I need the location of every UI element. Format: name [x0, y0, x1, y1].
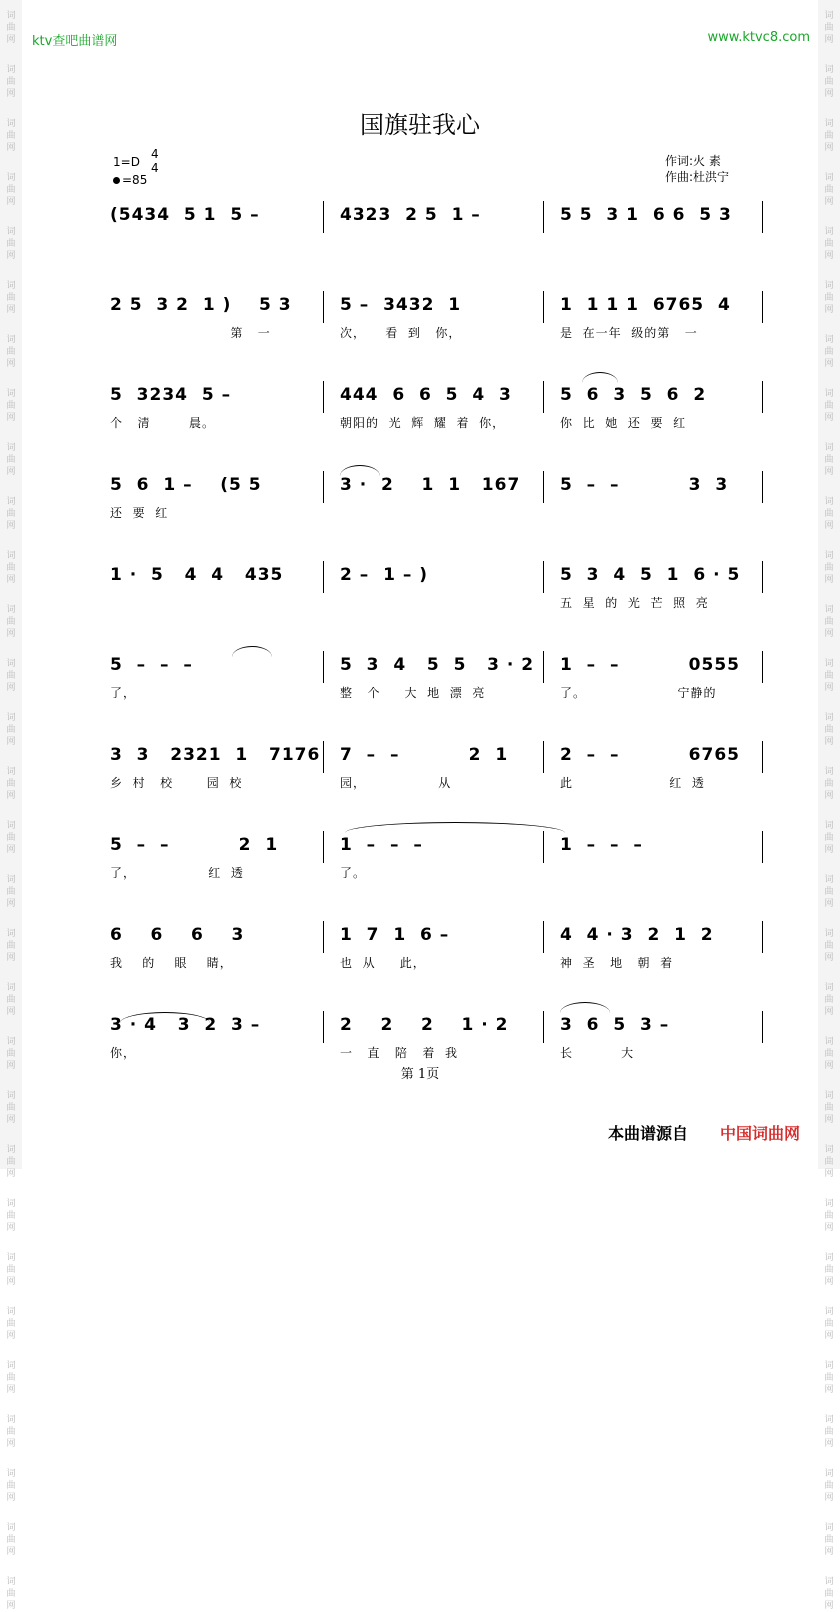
measure-notes: 5 6 3 5 6 2 — [560, 385, 707, 405]
measure-notes: 5 – – 3 3 — [560, 475, 729, 495]
measure-notes: 1 7 1 6 – — [340, 925, 450, 945]
watermark-text: 词 曲 网 — [6, 119, 16, 153]
barline — [762, 651, 763, 683]
measure-lyrics: 长 大 — [560, 1046, 635, 1060]
watermark-text: 词 曲 网 — [6, 1415, 16, 1449]
measure-lyrics: 神 圣 地 朝 着 — [560, 956, 674, 970]
right-watermark-strip — [818, 0, 840, 1611]
measure-notes: 2 – – 6765 — [560, 745, 741, 765]
credits — [665, 153, 729, 185]
footer-source-label: 本曲谱源自 — [608, 1124, 689, 1143]
watermark-text: 词 曲 网 — [824, 389, 834, 423]
watermark-text: 词 曲 网 — [824, 1253, 834, 1287]
measure-lyrics: 整 个 大 地 漂 亮 — [340, 686, 486, 700]
measure-notes: 5 – – – — [110, 655, 193, 675]
barline — [543, 741, 544, 773]
measure-notes: 1 – – 0555 — [560, 655, 741, 675]
measure-notes: 4323 2 5 1 – — [340, 205, 481, 225]
measure-notes: 5 – – 2 1 — [110, 835, 279, 855]
watermark-text: 词 曲 网 — [6, 281, 16, 315]
barline — [543, 381, 544, 413]
measure-notes: 3 · 4 3 2 3 – — [110, 1015, 261, 1035]
composer: 作曲:杜洪宁 — [665, 170, 730, 184]
watermark-text: 词 曲 网 — [6, 173, 16, 207]
slur-mark — [560, 1002, 610, 1013]
watermark-text: 词 曲 网 — [824, 659, 834, 693]
barline — [323, 831, 324, 863]
watermark-text: 词 曲 网 — [824, 1091, 834, 1125]
watermark-text: 词 曲 网 — [6, 11, 16, 45]
watermark-text: 词 曲 网 — [6, 713, 16, 747]
measure-lyrics: 了， 红 透 — [110, 866, 244, 880]
watermark-text: 词 曲 网 — [824, 443, 834, 477]
watermark-text: 词 曲 网 — [6, 1037, 16, 1071]
measure-lyrics: 我 的 眼 睛， — [110, 956, 233, 970]
barline — [543, 201, 544, 233]
watermark-text: 词 曲 网 — [6, 389, 16, 423]
time-signature-bottom: 4 — [151, 161, 159, 175]
measure-notes: 3 6 5 3 – — [560, 1015, 670, 1035]
watermark-text: 词 曲 网 — [6, 1091, 16, 1125]
measure-notes: 4 4 · 3 2 1 2 — [560, 925, 714, 945]
watermark-text: 词 曲 网 — [6, 767, 16, 801]
watermark-text: 词 曲 网 — [824, 281, 834, 315]
measure-lyrics: 一 直 陪 着 我 — [340, 1046, 458, 1060]
barline — [762, 291, 763, 323]
measure-lyrics: 此 红 透 — [560, 776, 705, 790]
watermark-text: 词 曲 网 — [6, 1307, 16, 1341]
measure-notes: 444 6 6 5 4 3 — [340, 385, 512, 405]
watermark-text: 词 曲 网 — [824, 1145, 834, 1179]
measure-notes: 1 1 1 1 6765 4 — [560, 295, 731, 315]
watermark-text: 词 曲 网 — [6, 929, 16, 963]
measure-notes: 3 3 2321 1 7176 — [110, 745, 321, 765]
measure-notes: 5 3234 5 – — [110, 385, 232, 405]
slur-mark — [120, 1012, 210, 1023]
watermark-text: 词 曲 网 — [824, 1415, 834, 1449]
barline — [323, 561, 324, 593]
header-site-left[interactable]: ktv查吧曲谱网 — [32, 34, 118, 49]
measure-lyrics: 次， 看 到 你， — [340, 326, 462, 340]
measure-notes: 2 – 1 – ) — [340, 565, 429, 585]
watermark-text: 词 曲 网 — [824, 1199, 834, 1233]
barline — [543, 831, 544, 863]
measure-lyrics: 五 星 的 光 芒 照 亮 — [560, 596, 709, 610]
measure-lyrics: 第 一 — [110, 326, 271, 340]
measure-lyrics: 朝阳的 光 辉 耀 着 你， — [340, 416, 506, 430]
measure-notes: 5 5 3 1 6 6 5 3 — [560, 205, 732, 225]
lyricist: 作词:火 素 — [665, 154, 721, 168]
watermark-text: 词 曲 网 — [824, 497, 834, 531]
time-signature — [151, 147, 159, 175]
watermark-text: 词 曲 网 — [6, 605, 16, 639]
measure-notes: (5434 5 1 5 – — [110, 205, 260, 225]
measure-notes: 5 3 4 5 1 6 · 5 — [560, 565, 741, 585]
watermark-text: 词 曲 网 — [824, 1469, 834, 1503]
slur-mark — [582, 372, 618, 383]
barline — [543, 561, 544, 593]
measure-notes: 2 5 3 2 1 ) 5 3 — [110, 295, 292, 315]
barline — [543, 921, 544, 953]
watermark-text: 词 曲 网 — [6, 551, 16, 585]
barline — [323, 471, 324, 503]
measure-notes: 5 – 3432 1 — [340, 295, 462, 315]
barline — [543, 1011, 544, 1043]
measure-lyrics: 了， — [110, 686, 137, 700]
watermark-text: 词 曲 网 — [6, 443, 16, 477]
barline — [323, 291, 324, 323]
watermark-text: 词 曲 网 — [824, 11, 834, 45]
measure-notes: 6 6 6 3 — [110, 925, 245, 945]
watermark-text: 词 曲 网 — [824, 821, 834, 855]
measure-lyrics: 了。 — [340, 866, 367, 880]
watermark-text: 词 曲 网 — [6, 983, 16, 1017]
watermark-text: 词 曲 网 — [824, 173, 834, 207]
watermark-text: 词 曲 网 — [824, 929, 834, 963]
measure-lyrics: 还 要 红 — [110, 506, 169, 520]
watermark-text: 词 曲 网 — [824, 551, 834, 585]
measure-lyrics: 个 清 晨。 — [110, 416, 215, 430]
measure-notes: 1 – – – — [340, 835, 423, 855]
barline — [323, 921, 324, 953]
watermark-text: 词 曲 网 — [824, 875, 834, 909]
page-number: 第 1页 — [400, 1067, 440, 1082]
measure-lyrics: 是 在一年 级的第 一 — [560, 326, 698, 340]
measure-lyrics: 你 比 她 还 要 红 — [560, 416, 687, 430]
watermark-text: 词 曲 网 — [824, 983, 834, 1017]
watermark-text: 词 曲 网 — [824, 1523, 834, 1557]
barline — [762, 471, 763, 503]
watermark-text: 词 曲 网 — [824, 227, 834, 261]
watermark-text: 词 曲 网 — [824, 65, 834, 99]
tempo-marking — [113, 173, 147, 187]
watermark-text: 词 曲 网 — [6, 335, 16, 369]
watermark-text: 词 曲 网 — [6, 65, 16, 99]
slur-mark — [232, 646, 272, 657]
watermark-text: 词 曲 网 — [824, 1361, 834, 1395]
measure-notes: 5 3 4 5 5 3 · 2 — [340, 655, 535, 675]
footer-source-name[interactable]: 中国词曲网 — [720, 1124, 801, 1143]
watermark-text: 词 曲 网 — [6, 875, 16, 909]
measure-notes: 3 · 2 1 1 167 — [340, 475, 521, 495]
tempo-value: =85 — [122, 173, 148, 187]
barline — [543, 471, 544, 503]
measure-notes: 1 – – – — [560, 835, 643, 855]
barline — [323, 1011, 324, 1043]
watermark-text: 词 曲 网 — [6, 659, 16, 693]
watermark-text: 词 曲 网 — [6, 1199, 16, 1233]
barline — [323, 381, 324, 413]
watermark-text: 词 曲 网 — [824, 1577, 834, 1611]
barline — [762, 831, 763, 863]
barline — [762, 1011, 763, 1043]
watermark-text: 词 曲 网 — [6, 1145, 16, 1179]
measure-notes: 2 2 2 1 · 2 — [340, 1015, 509, 1035]
measure-notes: 7 – – 2 1 — [340, 745, 509, 765]
barline — [762, 921, 763, 953]
barline — [543, 651, 544, 683]
watermark-text: 词 曲 网 — [824, 1307, 834, 1341]
watermark-text: 词 曲 网 — [6, 821, 16, 855]
left-watermark-strip — [0, 0, 22, 1611]
watermark-text: 词 曲 网 — [6, 1361, 16, 1395]
slur-mark — [345, 822, 565, 833]
watermark-text: 词 曲 网 — [824, 1037, 834, 1071]
watermark-text: 词 曲 网 — [6, 1253, 16, 1287]
watermark-text: 词 曲 网 — [824, 605, 834, 639]
measure-lyrics: 你， — [110, 1046, 137, 1060]
watermark-text: 词 曲 网 — [824, 119, 834, 153]
measure-lyrics: 也 从 此， — [340, 956, 426, 970]
barline — [323, 741, 324, 773]
song-title: 国旗驻我心 — [360, 111, 480, 139]
barline — [543, 291, 544, 323]
barline — [762, 561, 763, 593]
watermark-text: 词 曲 网 — [6, 227, 16, 261]
watermark-text: 词 曲 网 — [6, 497, 16, 531]
quarter-note-icon — [113, 177, 120, 184]
measure-lyrics: 园， 从 — [340, 776, 452, 790]
watermark-text: 词 曲 网 — [6, 1523, 16, 1557]
barline — [762, 381, 763, 413]
measure-notes: 5 6 1 – (5 5 — [110, 475, 262, 495]
watermark-text: 词 曲 网 — [824, 767, 834, 801]
time-signature-top: 4 — [151, 147, 159, 161]
measure-lyrics: 乡 村 校 园 校 — [110, 776, 243, 790]
watermark-text: 词 曲 网 — [6, 1577, 16, 1611]
key-signature: 1=D — [113, 155, 140, 169]
watermark-text: 词 曲 网 — [824, 335, 834, 369]
measure-notes: 1 · 5 4 4 435 — [110, 565, 284, 585]
watermark-text: 词 曲 网 — [6, 1469, 16, 1503]
measure-lyrics: 了。 宁静的 — [560, 686, 717, 700]
slur-mark — [340, 465, 380, 476]
barline — [762, 741, 763, 773]
barline — [323, 651, 324, 683]
watermark-text: 词 曲 网 — [824, 713, 834, 747]
barline — [323, 201, 324, 233]
barline — [762, 201, 763, 233]
header-site-right[interactable]: www.ktvc8.com — [707, 30, 810, 45]
